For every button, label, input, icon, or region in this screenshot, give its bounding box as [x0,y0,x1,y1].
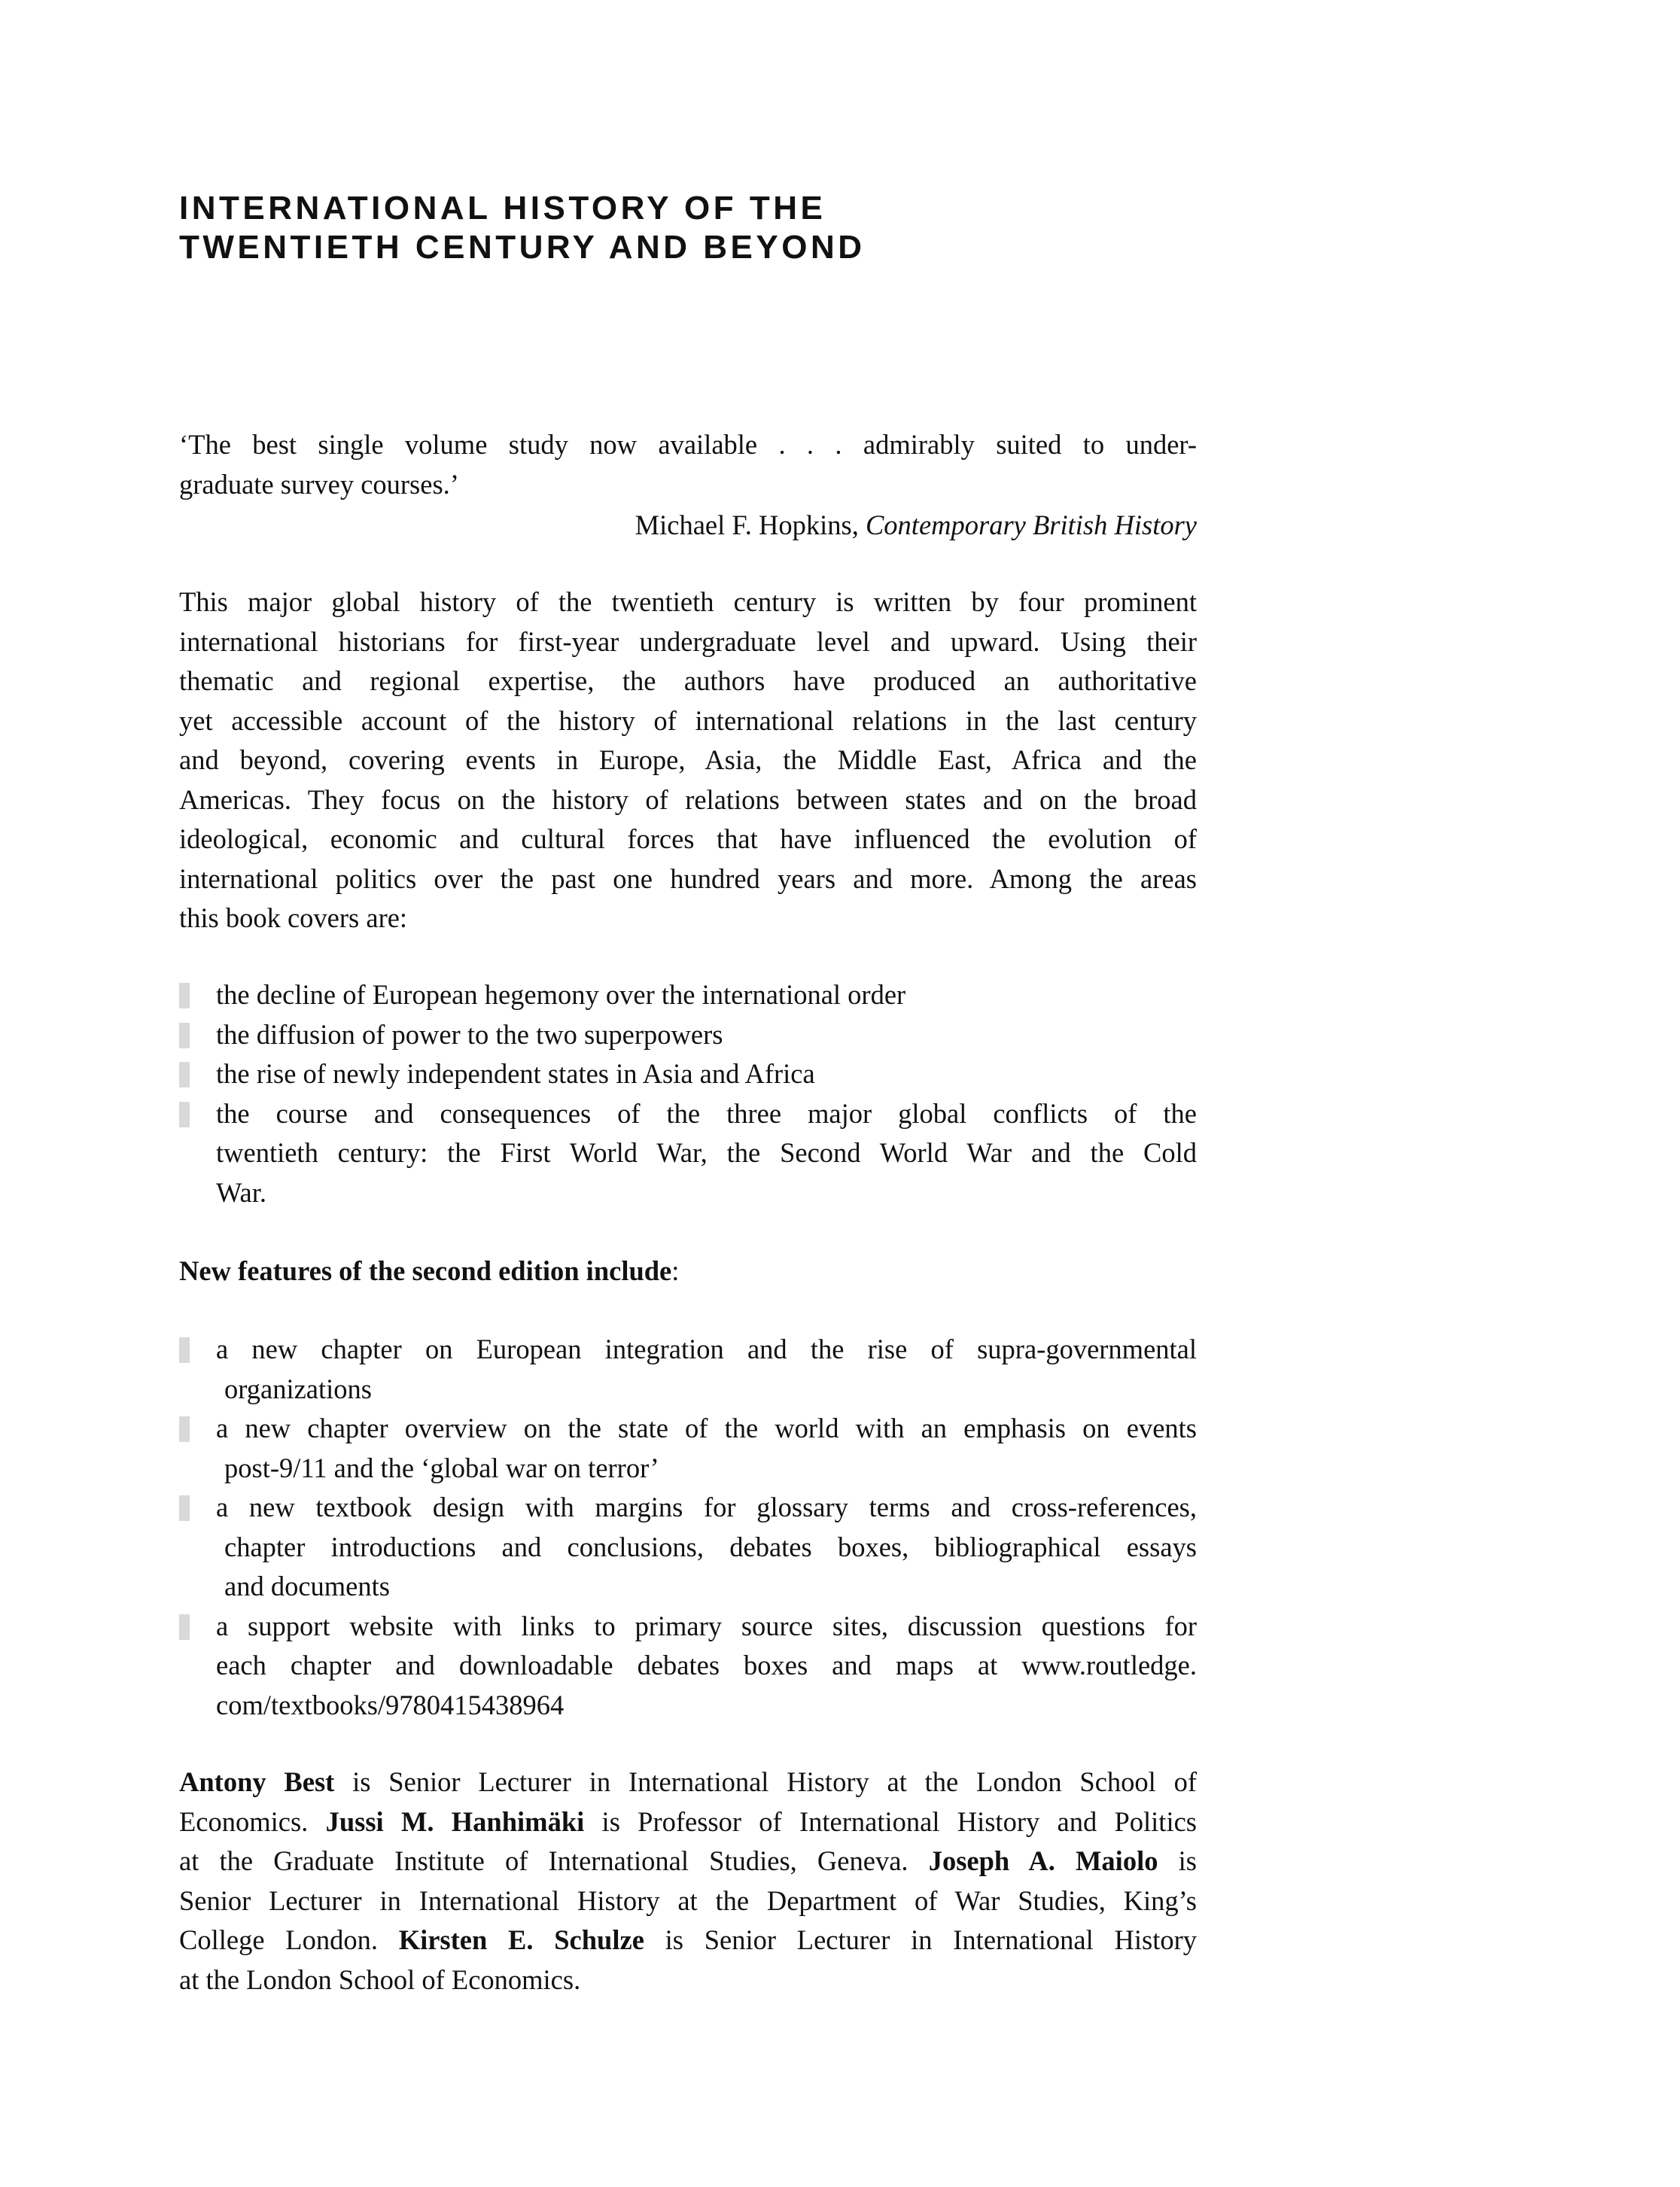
intro-line: thematic and regional expertise, the authors have produced an authoritative [179,665,1197,696]
list-item-line: a new chapter overview on the state of the world with an emphasis on events [216,1413,1197,1443]
book-title-line-1: INTERNATIONAL HISTORY OF THE [179,190,826,227]
list-item-line: the diffusion of power to the two superpowers [216,1018,723,1050]
quote-line: ‘The best single volume study now available . . . admirably suited to under- [179,429,1197,460]
bullet-marker-icon [179,1062,190,1087]
features-heading-text: New features of the second edition include [179,1255,672,1286]
authors-line [179,1881,1197,1921]
list-item-line: the course and consequences of the three major global conflicts of the [216,1097,1197,1129]
features-list [179,1330,1197,1725]
intro-line: ideological, economic and cultural forces that have influenced the evolution of [179,823,1197,854]
author-text: is Senior Lecturer in International History at the London School of [334,1766,1197,1797]
review-quote [179,425,1197,504]
quote-attribution [179,506,1197,546]
list-item-line: twentieth century: the First World War, the Second World War and the Cold [216,1137,1197,1168]
intro-line: international historians for first-year undergraduate level and upward. Using their [179,625,1197,657]
list-item-line: a new chapter on European integration and the rise of supra-governmental [216,1334,1197,1364]
list-item [179,1330,1197,1409]
list-item-line: each chapter and downloadable debates boxes and maps at www.routledge. [216,1650,1197,1681]
list-item-line: com/textbooks/9780415438964 [216,1689,565,1720]
author-text: Economics. [179,1805,326,1837]
topics-list [179,975,1197,1212]
features-heading [179,1252,1197,1291]
author-text: is Senior Lecturer in International History [644,1924,1197,1955]
bullet-marker-icon [179,1416,190,1442]
intro-line: international politics over the past one hundred years and more. Among the areas [179,862,1197,894]
intro-line: yet accessible account of the history of international relations in the last century [179,704,1197,736]
bullet-marker-icon [179,1102,190,1127]
book-title-line-2: TWENTIETH CENTURY AND BEYOND [179,229,866,266]
author-name: Jussi M. Hanhimäki [325,1805,585,1837]
authors-line [179,1921,1197,1960]
bullet-marker-icon [179,1337,190,1363]
authors-line [179,1842,1197,1881]
list-item-line: the rise of newly independent states in Asia and Africa [216,1058,815,1089]
list-item-line: and documents [224,1571,390,1601]
bullet-marker-icon [179,1495,190,1521]
intro-line: this book covers are: [179,902,408,933]
bullet-marker-icon [179,983,190,1008]
list-item-line: the decline of European hegemony over the international order [216,979,906,1010]
intro-line: This major global history of the twentieth century is written by four prominent [179,586,1197,617]
list-item [179,975,1197,1015]
author-text: is Professor of International History and Politics [584,1805,1197,1837]
authors-line [179,1763,1197,1802]
authors-paragraph [179,1763,1197,2000]
author-text: College London. [179,1924,399,1955]
author-text: Senior Lecturer in International History at the Department of War Studies, King’s [179,1884,1197,1916]
list-item [179,1409,1197,1488]
list-item [179,1607,1197,1726]
bullet-marker-icon [179,1023,190,1048]
authors-line [179,1960,1197,2000]
features-heading-colon: : [671,1255,680,1286]
intro-line: and beyond, covering events in Europe, Asia, the Middle East, Africa and the [179,744,1197,775]
list-item-line: a new textbook design with margins for glossary terms and cross-references, [216,1492,1197,1522]
bullet-marker-icon [179,1614,190,1640]
list-item-line: post-9/11 and the ‘global war on terror’ [224,1452,659,1483]
list-item-line: War. [216,1176,266,1208]
list-item [179,1015,1197,1055]
quote-line: graduate survey courses.’ [179,468,459,500]
list-item-line: organizations [224,1373,372,1404]
book-title [179,189,1197,267]
list-item [179,1054,1197,1094]
author-text: at the Graduate Institute of International Studies, Geneva. [179,1845,929,1876]
intro-line: Americas. They focus on the history of relations between states and on the broad [179,783,1197,815]
author-name: Kirsten E. Schulze [398,1924,644,1955]
author-text: is [1158,1845,1197,1876]
author-name: Joseph A. Maiolo [928,1845,1158,1876]
list-item-line: a support website with links to primary source sites, discussion questions for [216,1610,1197,1641]
list-item [179,1094,1197,1213]
authors-line [179,1802,1197,1842]
author-text: at the London School of Economics. [179,1963,581,1995]
attribution-source: Contemporary British History [865,509,1197,540]
list-item-line: chapter introductions and conclusions, debates boxes, bibliographical essays [224,1531,1197,1562]
list-item [179,1488,1197,1607]
attribution-name: Michael F. Hopkins, [635,509,866,540]
author-name: Antony Best [179,1766,335,1797]
intro-paragraph [179,582,1197,938]
